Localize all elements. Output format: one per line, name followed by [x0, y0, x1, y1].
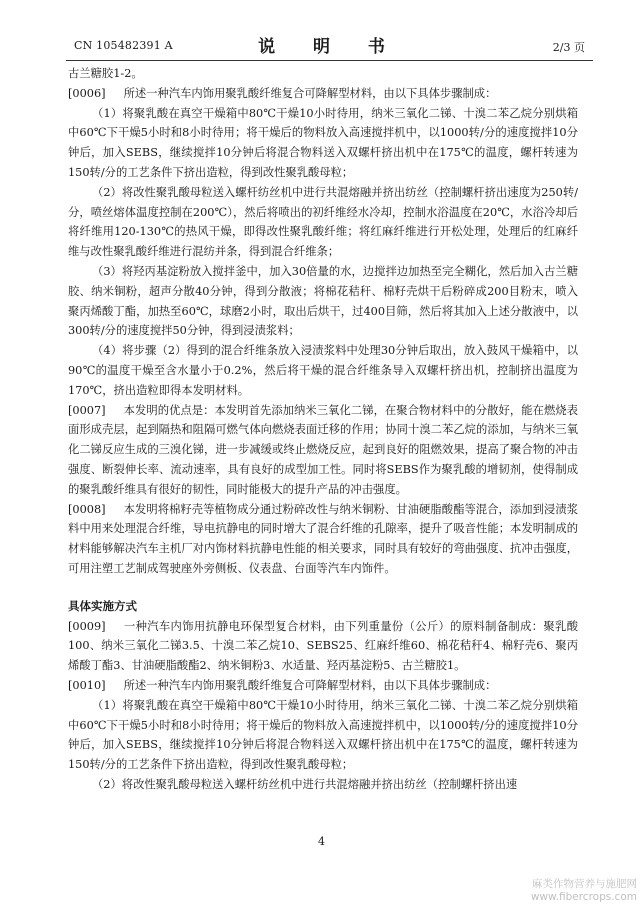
step-1: （1）将聚乳酸在真空干燥箱中80℃干燥10小时待用，纳米三氧化二锑、十溴二苯乙烷分别烘箱中60℃下干燥5小时和8小时待用；将干燥后的物料放入高速搅拌机中，以1000转/分的速度搅拌10分钟后，加入SEBS，继续搅拌10分钟后将混合物料送入双螺杆挤出机中在175℃的温度，螺杆转速为150转/分的工艺条件下挤出造粒，得到改性聚乳酸母粒；	[68, 698, 578, 772]
paragraph-text: 本发明将棉籽壳等植物成分通过粉碎改性与纳米铜粉、甘油硬脂酸酯等混合，添加到浸渍浆料中用来处理混合纤维，导电抗静电的同时增大了混合纤维的孔隙率，提升了吸音性能；本发明制成的材料能够解决汽车主机厂对内饰材料抗静电性能的相关要求，同时具有较好的弯曲强度、抗冲击强度，可用注塑工艺制成驾驶座外旁侧板、仪表盘、台面等汽车内饰件。	[68, 502, 578, 575]
paragraph-0007	[68, 401, 578, 500]
page-indicator: 2/3 页	[552, 41, 585, 54]
step-4: （4）将步骤（2）得到的混合纤维条放入浸渍浆料中处理30分钟后取出，放入鼓风干燥箱中，以90℃的温度干燥至含水量小于0.2%，然后将干燥的混合纤维条导入双螺杆挤出机，控制挤出温度为170℃，挤出造粒即得本发明材料。	[68, 344, 578, 397]
header-divider	[66, 60, 593, 61]
watermark-url: www.fibercrops.com	[530, 891, 637, 903]
step-2: （2）将改性聚乳酸母粒送入螺杆纺丝机中进行共混熔融并挤出纺丝（控制螺杆挤出速度为250转/分，喷丝熔体温度控制在200℃），然后将喷出的初纤维经水冷却，控制水浴温度在20℃，水浴冷却后将纤维用120-130℃的热风干燥，即得改性聚乳酸纤维；将红麻纤维进行开松处理，处理后的红麻纤维与改性聚乳酸纤维进行混纺并条，得到混合纤维条；	[68, 185, 578, 259]
document-body	[68, 64, 578, 795]
page-header	[0, 0, 643, 64]
document-title: 说 明 书	[258, 37, 401, 57]
page-number: 4	[318, 835, 325, 848]
paragraph-text: 一种汽车内饰用抗静电环保型复合材料，由下列重量份（公斤）的原料制备制成：聚乳酸100、纳米三氧化二锑3.5、十溴二苯乙烷10、SEBS25、红麻纤维60、棉花秸秆4、棉籽壳6、聚丙烯酸丁酯3、甘油硬脂酸酯2、纳米铜粉3、水适量、羟丙基淀粉5、古兰糖胶1。	[68, 619, 578, 673]
paragraph-tag: [0008]	[68, 502, 106, 516]
paragraph-text: 本发明的优点是：本发明首先添加纳米三氧化二锑，在聚合物材料中的分散好，能在燃烧表面形成壳层，起到隔热和阻隔可燃气体向燃烧表面迁移的作用；协同十溴二苯乙烷的添加，与纳米三氧化二锑反应生成的三溴化锑，进一步减缓或终止燃烧反应，起到良好的阻燃效果，提高了聚合物的冲击强度、断裂伸长率、流动速率，具有良好的成型加工性。同时将SEBS作为聚乳酸的增韧剂，使得制成的聚乳酸纤维具有很好的韧性，同时能极大的提升产品的冲击强度。	[68, 403, 578, 496]
paragraph-tag: [0007]	[68, 403, 106, 417]
paragraph-intro: 古兰糖胶1-2。	[68, 67, 143, 80]
step-2: （2）将改性聚乳酸母粒送入螺杆纺丝机中进行共混熔融并挤出纺丝（控制螺杆挤出速	[92, 777, 518, 791]
paragraph-0008	[68, 500, 578, 579]
step-3: （3）将羟丙基淀粉放入搅拌釜中，加入30倍量的水，边搅拌边加热至完全糊化，然后加入古兰糖胶、纳米铜粉，超声分散40分钟，得到分散液；将棉花秸秆、棉籽壳烘干后粉碎成200目粉末，喷入聚丙烯酸丁酯，加热至60℃，球磨2小时，取出后烘干，过400目筛，然后将其加入上述分散液中，以300转/分的速度搅拌50分钟，得到浸渍浆料；	[68, 264, 578, 338]
paragraph-text: 所述一种汽车内饰用聚乳酸纤维复合可降解型材料，由以下具体步骤制成：	[123, 86, 497, 100]
section-heading: 具体实施方式	[68, 598, 137, 613]
paragraph-0010	[68, 676, 578, 696]
document-number: CN 105482391 A	[74, 39, 173, 52]
paragraph-0009	[68, 617, 578, 676]
step-1: （1）将聚乳酸在真空干燥箱中80℃干燥10小时待用，纳米三氧化二锑、十溴二苯乙烷分别烘箱中60℃下干燥5小时和8小时待用；将干燥后的物料放入高速搅拌机中，以1000转/分的速度搅拌10分钟后，加入SEBS，继续搅拌10分钟后将混合物料送入双螺杆挤出机中在175℃的温度，螺杆转速为150转/分的工艺条件下挤出造粒，得到改性聚乳酸母粒；	[68, 106, 578, 179]
section-spacer	[68, 579, 578, 597]
paragraph-tag: [0009]	[68, 619, 106, 633]
watermark-title: 麻类作物营养与施肥网	[532, 878, 637, 890]
paragraph-tag: [0006]	[68, 86, 106, 100]
paragraph-0006	[68, 84, 578, 104]
site-watermark	[531, 878, 637, 904]
paragraph-tag: [0010]	[68, 678, 106, 692]
paragraph-text: 所述一种汽车内饰用聚乳酸纤维复合可降解型材料，由以下具体步骤制成：	[123, 678, 497, 692]
